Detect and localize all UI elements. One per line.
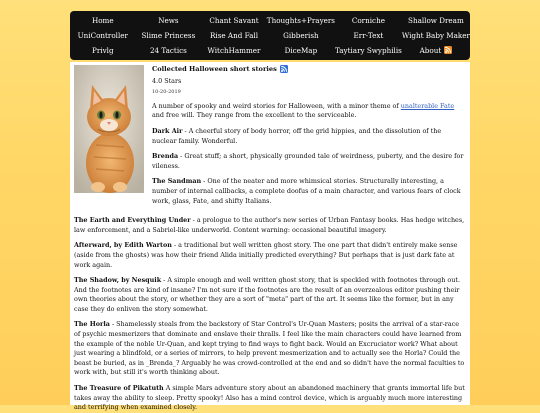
story-entry [74,241,466,270]
nav-item-home[interactable]: Home [91,16,114,25]
nav-item-witchhammer[interactable]: WitchHammer [207,46,261,55]
rss-icon[interactable] [280,65,288,73]
nav-item-rise-and-fall[interactable]: Rise And Fall [209,31,259,40]
story-review: A simple Mars adventure story about an abandoned machinery that grants immortal life but takes away the ability to sleep. Pretty spooky! Also has a mind control device, which is arguably much more interesting and terrifying when examined closely. [74,384,465,412]
rating: 4.0 Stars [152,76,182,85]
story-review: - a traditional but well written ghost story. The one part that didn't entirely make sense (aside from the ghosts) was how their friend Alida initially predicted everything? But perhaps that is just dark fate at work again. [74,241,458,269]
story-review: - A cheerful story of body horror, off the grid hippies, and the dissolution of the nuclear family. Wonderful. [152,126,442,145]
fate-link[interactable]: unalterable Fate [400,101,455,110]
top-navigation [70,11,470,60]
story-entry [74,384,466,413]
nav-item-dicemap[interactable]: DiceMap [284,46,318,55]
story-entry [74,276,466,314]
story-title: The Shadow, by Nesquik [74,276,162,285]
kitten-image [74,65,144,193]
story-title: The Earth and Everything Under [74,216,191,225]
nav-item-slime-princess[interactable]: Slime Princess [141,31,196,40]
story-title: Brenda [152,152,179,161]
nav-item-news[interactable]: News [158,16,179,25]
story-entry [74,216,466,235]
nav-grid [70,11,470,61]
nav-item-about[interactable]: About [402,43,470,59]
main-content [70,62,470,412]
nav-item-24-tactics[interactable]: 24 Tactics [149,46,187,55]
post [70,62,470,413]
story-review: - Shamelessly steals from the backstory of Star Control's Ur-Quan Masters; posits the arrival of a star-race of psychic mesmerizers that dominate and enslave their thralls. I feel like the main characters could have learned from the example of the noble Ur-Quan, and kept trying to find ways to fight back. Would an Excruciator work? What about just wearing a blindfold, or a series of mirrors, to help prevent mesmerization and to actually see the Horla? Could the beast be buried, as in _Brenda_? Arguably he was crowd-controlled at the end and so didn't have the normal faculties to work with, but still it's worth thinking about. [74,320,465,377]
story-entry [74,320,466,378]
nav-item-thoughts-prayers[interactable]: Thoughts+Prayers [266,16,336,25]
nav-item-gibberish[interactable]: Gibberish [283,31,319,40]
story-title: The Horla [74,320,110,329]
nav-item-corniche[interactable]: Corniche [351,16,385,25]
nav-item-chant-savant[interactable]: Chant Savant [209,16,259,25]
post-date: 10-20-2019 [152,89,181,96]
nav-item-shallow-dream[interactable]: Shallow Dream [408,16,464,25]
nav-item-unicontroller[interactable]: UniController [77,31,128,40]
nav-item-wight-baby-maker[interactable]: Wight Baby Maker [401,31,470,40]
intro-paragraph: A number of spooky and weird stories for Halloween, with a minor theme of unalterable Fate and free will. They range from the excellent to the serviceable. [152,101,455,120]
nav-item-taytiary-swyphilis[interactable]: Taytiary Swyphilis [335,46,402,55]
story-review: - A simple enough and well written ghost story, that is speckled with footnotes through out. And the footnotes are kind of insane? I'm not sure if the footnotes are the result of an overzealous editor pushing their own theories about the story, or whether they are a sort of "meta" part of the art. It seems like the former, but in any case they do enliven the story somewhat. [74,276,460,313]
story-title: Afterward, by Edith Warton [74,241,172,250]
post-title[interactable]: Collected Halloween short stories [74,65,466,75]
story-review: - Great stuff; a short, physically grounded tale of weirdness, puberty, and the desire for vileness. [152,152,464,170]
story-title: The Sandman [152,177,202,186]
story-title: Dark Air [152,126,183,135]
story-review: - One of the neater and more whimsical stories. Structurally interesting, a number of internal callbacks, a complete doofus of a main character, and various fears of clock work, glass, Fate, and shifty Italians. [152,177,461,205]
about-rss-icon[interactable] [444,44,452,59]
nav-item-err-text[interactable]: Err-Text [353,31,384,40]
story-title: The Treasure of Pikatuth [74,384,164,393]
nav-item-privlg[interactable]: Privlg [92,46,114,55]
story-review: - a prologue to the author's new series of Urban Fantasy books. Has hedge witches, law enforcement, and a Sabriel-like underworld. Content warning: occasional beautiful imagery. [74,216,465,234]
